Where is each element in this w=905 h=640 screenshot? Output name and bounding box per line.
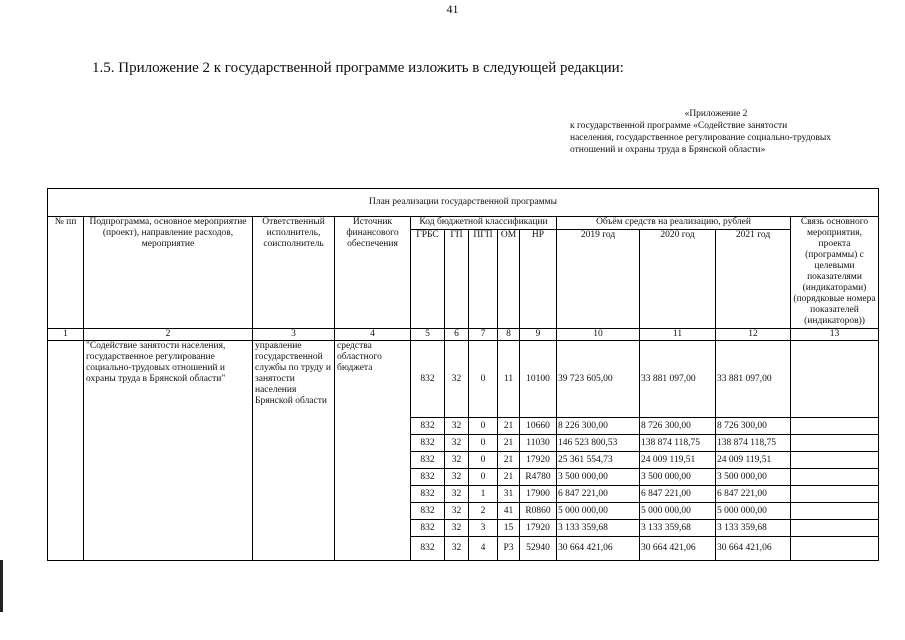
code-np: 17900 [520,486,557,503]
column-number: 6 [445,329,469,341]
header-budget-code: Код бюджетной классификации [411,217,557,230]
appendix-note [570,108,832,156]
amount-y2019: 3 133 359,68 [557,520,640,537]
code-np: 52940 [520,537,557,561]
amount-y2019: 146 523 800,53 [557,435,640,452]
header-gp: ГП [445,230,469,329]
link-cell [791,486,879,503]
code-grbs: 832 [411,435,445,452]
header-2020: 2020 год [640,230,716,329]
column-number: 9 [520,329,557,341]
amount-y2020: 138 874 118,75 [640,435,716,452]
header-om: ОМ [498,230,520,329]
amount-y2021: 6 847 221,00 [716,486,791,503]
link-cell [791,503,879,520]
column-number: 1 [48,329,84,341]
header-pgp: ПГП [469,230,498,329]
column-number: 7 [469,329,498,341]
header-num: № пп [48,217,84,329]
code-gp: 32 [445,435,469,452]
code-grbs: 832 [411,537,445,561]
link-cell [791,435,879,452]
code-np: 10100 [520,341,557,418]
code-grbs: 832 [411,452,445,469]
code-pgp: 0 [469,341,498,418]
code-np: R4780 [520,469,557,486]
amount-y2021: 24 009 119,51 [716,452,791,469]
link-cell [791,341,879,418]
table-caption: План реализации государственной программы [48,189,879,217]
header-source: Источник финансового обеспечения [335,217,411,329]
code-om: 41 [498,503,520,520]
plan-table [47,188,879,561]
code-np: 17920 [520,520,557,537]
amount-y2020: 24 009 119,51 [640,452,716,469]
column-number: 3 [253,329,335,341]
header-2019: 2019 год [557,230,640,329]
code-gp: 32 [445,341,469,418]
header-link: Связь основного мероприятия, проекта (программы) с целевыми показателями (индикаторами) (порядковые номера показателей (индикаторов)) [791,217,879,329]
link-cell [791,452,879,469]
amount-y2021: 138 874 118,75 [716,435,791,452]
amount-y2020: 30 664 421,06 [640,537,716,561]
column-number: 4 [335,329,411,341]
code-gp: 32 [445,418,469,435]
amount-y2020: 3 133 359,68 [640,520,716,537]
code-pgp: 1 [469,486,498,503]
code-om: 21 [498,452,520,469]
amount-y2020: 6 847 221,00 [640,486,716,503]
link-cell [791,537,879,561]
amount-y2019: 39 723 605,00 [557,341,640,418]
column-number: 11 [640,329,716,341]
header-subprogram: Подпрограмма, основное мероприятие (проект), направление расходов, мероприятие [84,217,253,329]
code-gp: 32 [445,469,469,486]
column-number: 8 [498,329,520,341]
program-source: средства областного бюджета [335,341,411,561]
code-grbs: 832 [411,503,445,520]
header-2021: 2021 год [716,230,791,329]
row-num-cell [48,341,84,561]
amount-y2020: 3 500 000,00 [640,469,716,486]
amount-y2021: 3 133 359,68 [716,520,791,537]
link-cell [791,469,879,486]
amount-y2019: 6 847 221,00 [557,486,640,503]
code-grbs: 832 [411,341,445,418]
code-gp: 32 [445,486,469,503]
amount-y2020: 33 881 097,00 [640,341,716,418]
code-grbs: 832 [411,469,445,486]
header-executor: Ответственный исполнитель, соисполнитель [253,217,335,329]
program-executor: управление государственной службы по труду и занятости населения Брянской области [253,341,335,561]
amount-y2021: 3 500 000,00 [716,469,791,486]
page-number: 41 [446,2,459,16]
code-np: 10660 [520,418,557,435]
amount-y2021: 30 664 421,06 [716,537,791,561]
code-np: 11030 [520,435,557,452]
code-om: 21 [498,418,520,435]
column-number: 10 [557,329,640,341]
section-heading: 1.5. Приложение 2 к государственной программе изложить в следующей редакции: [92,60,624,76]
column-number: 12 [716,329,791,341]
amount-y2021: 5 000 000,00 [716,503,791,520]
amount-y2019: 30 664 421,06 [557,537,640,561]
table-row [48,341,879,418]
code-gp: 32 [445,503,469,520]
code-np: R0860 [520,503,557,520]
code-gp: 32 [445,537,469,561]
appendix-body: к государственной программе «Содействие занятости населения, государственное регулирование социально-трудовых отношений и охраны труда в Брянской области» [570,121,832,155]
code-grbs: 832 [411,486,445,503]
code-gp: 32 [445,520,469,537]
scan-margin-line [0,560,3,612]
header-np: НР [520,230,557,329]
amount-y2019: 8 226 300,00 [557,418,640,435]
amount-y2021: 8 726 300,00 [716,418,791,435]
column-number: 2 [84,329,253,341]
amount-y2021: 33 881 097,00 [716,341,791,418]
amount-y2020: 5 000 000,00 [640,503,716,520]
code-pgp: 0 [469,452,498,469]
header-grbs: ГРБС [411,230,445,329]
code-om: 31 [498,486,520,503]
amount-y2020: 8 726 300,00 [640,418,716,435]
column-number: 13 [791,329,879,341]
code-grbs: 832 [411,418,445,435]
header-volume: Объём средств на реализацию, рублей [557,217,791,230]
code-gp: 32 [445,452,469,469]
amount-y2019: 25 361 554,73 [557,452,640,469]
column-number: 5 [411,329,445,341]
code-grbs: 832 [411,520,445,537]
code-om: 15 [498,520,520,537]
program-name: "Содействие занятости населения, государственное регулирование социально-трудовых отношений и охраны труда в Брянской области" [84,341,253,561]
link-cell [791,418,879,435]
code-om: 21 [498,435,520,452]
link-cell [791,520,879,537]
code-om: P3 [498,537,520,561]
code-om: 11 [498,341,520,418]
code-pgp: 2 [469,503,498,520]
appendix-title: «Приложение 2 [684,109,748,119]
code-pgp: 0 [469,469,498,486]
code-pgp: 4 [469,537,498,561]
amount-y2019: 3 500 000,00 [557,469,640,486]
amount-y2019: 5 000 000,00 [557,503,640,520]
code-pgp: 3 [469,520,498,537]
code-np: 17920 [520,452,557,469]
code-pgp: 0 [469,435,498,452]
code-pgp: 0 [469,418,498,435]
code-om: 21 [498,469,520,486]
